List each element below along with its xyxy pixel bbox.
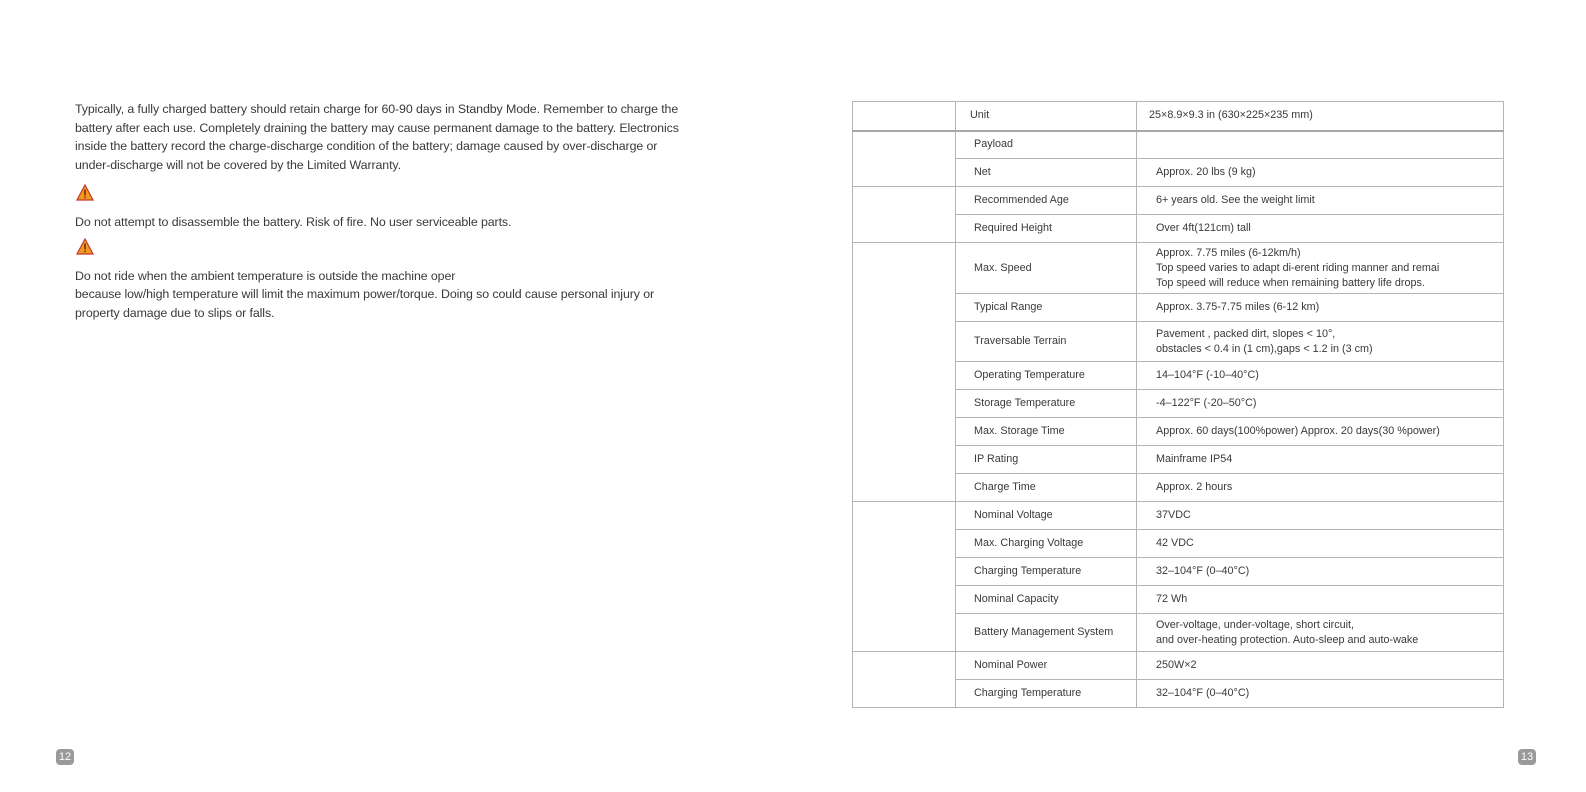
specifications-table <box>852 101 1504 708</box>
category-cell <box>853 652 956 708</box>
spec-value <box>1137 131 1504 159</box>
spec-label: Net <box>956 159 1137 187</box>
spec-value <box>1137 614 1504 652</box>
spec-value: -4–122°F (-20–50°C) <box>1137 390 1504 418</box>
table-row <box>853 102 1504 131</box>
spec-label: Max. Speed <box>956 243 1137 294</box>
category-cell <box>853 131 956 187</box>
text-line: under-discharge will not be covered by the Limited Warranty. <box>75 157 401 172</box>
spec-label: Unit <box>956 102 1137 131</box>
spec-value: 37VDC <box>1137 502 1504 530</box>
table-row <box>853 131 1504 159</box>
text-line: battery after each use. Completely draining the battery may cause permanent damage to the battery. Electronics <box>75 120 679 135</box>
left-page <box>75 100 715 322</box>
table-row <box>853 187 1504 215</box>
page-number-left: 12 <box>56 749 74 765</box>
spec-label: Payload <box>956 131 1137 159</box>
spec-value <box>1137 322 1504 362</box>
spec-value: 72 Wh <box>1137 586 1504 614</box>
value-line: Pavement , packed dirt, slopes < 10°, <box>1156 327 1336 340</box>
warning-triangle-icon <box>76 238 94 255</box>
spec-value: 14–104°F (-10–40°C) <box>1137 362 1504 390</box>
spec-label: Nominal Capacity <box>956 586 1137 614</box>
value-line: Over-voltage, under-voltage, short circuit, <box>1156 618 1355 631</box>
disassemble-warning-text: Do not attempt to disassemble the battery. Risk of fire. No user serviceable parts. <box>75 215 512 229</box>
page-number-right: 13 <box>1518 749 1536 765</box>
spec-value <box>1137 243 1504 294</box>
text-line: Do not ride when the ambient temperature is outside the machine oper <box>75 268 456 283</box>
spec-value: Mainframe IP54 <box>1137 446 1504 474</box>
spec-label: Recommended Age <box>956 187 1137 215</box>
spec-label: Charging Temperature <box>956 558 1137 586</box>
spec-label: Max. Charging Voltage <box>956 530 1137 558</box>
value-line: obstacles < 0.4 in (1 cm),gaps < 1.2 in (3 cm) <box>1156 342 1373 355</box>
battery-retention-paragraph <box>75 100 715 174</box>
spec-value: Over 4ft(121cm) tall <box>1137 215 1504 243</box>
text-line: because low/high temperature will limit the maximum power/torque. Doing so could cause personal injury or <box>75 287 655 301</box>
spec-value: 42 VDC <box>1137 530 1504 558</box>
category-cell <box>853 187 956 243</box>
spec-value: Approx. 60 days(100%power) Approx. 20 days(30 %power) <box>1137 418 1504 446</box>
table-row <box>853 243 1504 294</box>
category-cell <box>853 102 956 131</box>
spec-value: 32–104°F (0–40°C) <box>1137 558 1504 586</box>
temperature-warning-paragraph <box>75 267 715 323</box>
value-line: Top speed varies to adapt di-erent riding manner and remai <box>1156 261 1440 274</box>
spec-label: Nominal Voltage <box>956 502 1137 530</box>
spec-label: Charging Temperature <box>956 680 1137 708</box>
spec-value: Approx. 20 lbs (9 kg) <box>1137 159 1504 187</box>
spec-value: 250W×2 <box>1137 652 1504 680</box>
spec-value: 32–104°F (0–40°C) <box>1137 680 1504 708</box>
spec-label: Battery Management System <box>956 614 1137 652</box>
text-line: inside the battery record the charge-discharge condition of the battery; damage caused by over-discharge or <box>75 139 658 153</box>
text-line: Typically, a fully charged battery should retain charge for 60-90 days in Standby Mode. Remember to charge the <box>75 102 679 116</box>
spec-label: Charge Time <box>956 474 1137 502</box>
spec-value: Approx. 3.75-7.75 miles (6-12 km) <box>1137 294 1504 322</box>
value-line: Approx. 7.75 miles (6-12km/h) <box>1156 246 1301 259</box>
table-row <box>853 652 1504 680</box>
table-row <box>853 502 1504 530</box>
spec-label: Traversable Terrain <box>956 322 1137 362</box>
spec-value: 25×8.9×9.3 in (630×225×235 mm) <box>1137 102 1504 131</box>
category-cell <box>853 502 956 652</box>
category-cell <box>853 243 956 502</box>
spec-value: Approx. 2 hours <box>1137 474 1504 502</box>
spec-label: Max. Storage Time <box>956 418 1137 446</box>
text-line: property damage due to slips or falls. <box>75 305 275 320</box>
warning-triangle-icon <box>76 184 94 201</box>
spec-label: Operating Temperature <box>956 362 1137 390</box>
spec-label: Nominal Power <box>956 652 1137 680</box>
spec-label: IP Rating <box>956 446 1137 474</box>
value-line: Top speed will reduce when remaining battery life drops. <box>1156 276 1425 289</box>
spec-label: Storage Temperature <box>956 390 1137 418</box>
spec-value: 6+ years old. See the weight limit <box>1137 187 1504 215</box>
value-line: and over-heating protection. Auto-sleep and auto-wake <box>1156 633 1419 646</box>
spec-label: Required Height <box>956 215 1137 243</box>
spec-label: Typical Range <box>956 294 1137 322</box>
